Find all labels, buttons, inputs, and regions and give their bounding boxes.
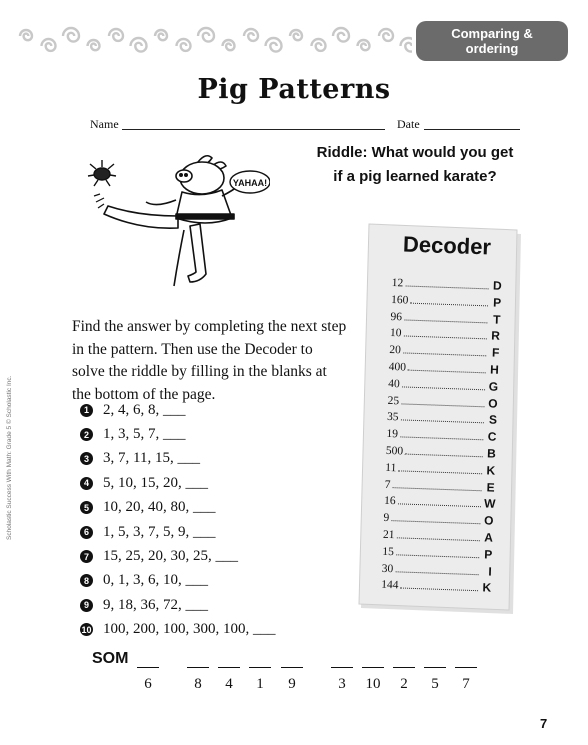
answer-blank[interactable] (362, 667, 384, 668)
problem-number-badge: 8 (80, 574, 93, 587)
swirl-icon (223, 40, 235, 50)
problem-sequence: 9, 18, 36, 72, ___ (103, 596, 208, 613)
karate-pig-illustration (80, 144, 270, 304)
swirl-icon (155, 30, 167, 40)
problem-sequence: 100, 200, 100, 300, 100, ___ (103, 621, 276, 638)
swirl-border-decoration (12, 18, 412, 64)
problem-item (80, 471, 340, 495)
decoder-number: 40 (387, 377, 400, 391)
dot-leader (400, 588, 478, 592)
answer-blank[interactable] (281, 667, 303, 668)
swirl-icon (358, 40, 370, 50)
answer-blank[interactable] (137, 667, 159, 668)
problem-number-badge: 5 (80, 501, 93, 514)
decoder-number: 12 (391, 276, 404, 290)
decoder-letter: W (483, 496, 496, 512)
problem-item (80, 447, 340, 471)
topic-tag-label: Comparing & ordering (451, 26, 533, 56)
swirl-icon (401, 38, 413, 52)
problem-item (80, 593, 340, 617)
page-number: 7 (540, 716, 548, 731)
decoder-letter: H (489, 362, 500, 377)
answer-code-number: 7 (462, 676, 470, 692)
answer-code-number: 2 (400, 676, 408, 692)
problem-list (80, 398, 340, 642)
problem-item (80, 520, 340, 544)
answer-code-number: 1 (256, 676, 264, 692)
decoder-number: 15 (382, 545, 395, 558)
swirl-icon (198, 28, 214, 42)
answer-code-number: 9 (288, 676, 296, 692)
decoder-number: 21 (382, 528, 395, 542)
copyright-credit: Scholastic Success With Math: Grade 5 © Scholastic Inc. (6, 375, 13, 540)
dot-leader (392, 487, 481, 491)
decoder-letter: I (488, 564, 492, 579)
answer-blank[interactable] (249, 667, 271, 668)
name-field[interactable] (122, 129, 385, 130)
swirl-icon (266, 38, 282, 52)
problem-number-badge: 7 (80, 550, 93, 563)
decoder-number: 11 (385, 461, 397, 475)
dot-leader (398, 470, 482, 474)
dot-leader (397, 504, 480, 508)
decoder-letter: F (491, 345, 500, 360)
answer-code-number: 6 (144, 676, 152, 692)
decoder-letter: T (492, 312, 501, 327)
date-field[interactable] (424, 129, 520, 130)
answer-code-number: 8 (194, 676, 202, 692)
flying-shoe-icon (88, 160, 116, 186)
answer-blank[interactable] (424, 667, 446, 668)
decoder-letter: E (486, 479, 495, 495)
swirl-icon (63, 28, 79, 42)
dot-leader (403, 336, 486, 340)
answer-code-number: 10 (365, 676, 381, 692)
topic-tag (416, 21, 568, 61)
problem-number-badge: 3 (80, 452, 93, 465)
decoder-letter: G (488, 379, 499, 394)
decoder-letter: K (486, 463, 496, 478)
problem-sequence: 5, 10, 15, 20, ___ (103, 474, 208, 491)
swirl-icon (88, 40, 100, 50)
dot-leader (403, 353, 486, 357)
dot-leader (400, 420, 483, 424)
problem-item (80, 569, 340, 593)
swirl-icon (290, 30, 302, 40)
decoder-letter: P (484, 547, 493, 562)
dot-leader (405, 285, 488, 289)
problem-item (80, 618, 340, 642)
swirl-icon (244, 29, 258, 41)
swirl-icon (312, 39, 326, 51)
decoder-number: 10 (389, 327, 402, 340)
decoder-number: 400 (388, 360, 407, 374)
problem-sequence: 0, 1, 3, 6, 10, ___ (103, 572, 208, 589)
answer-blank[interactable] (455, 667, 477, 668)
dot-leader (401, 403, 484, 407)
decoder-letter: B (486, 446, 497, 461)
decoder-number: 160 (390, 293, 409, 307)
decoder-letter: O (488, 396, 498, 411)
dot-leader (402, 386, 485, 390)
swirl-icon (42, 39, 56, 51)
problem-sequence: 2, 4, 6, 8, ___ (103, 401, 186, 418)
date-label: Date (397, 117, 420, 131)
decoder-letter: P (492, 295, 502, 310)
problem-sequence: 1, 5, 3, 7, 5, 9, ___ (103, 523, 216, 540)
dot-leader (396, 537, 479, 541)
answer-prefix: SOM (92, 650, 129, 667)
decoder-number: 19 (386, 428, 399, 441)
decoder-letter: A (483, 530, 494, 545)
dot-leader (405, 454, 483, 458)
decoder-number: 96 (390, 310, 403, 323)
decoder-letter: D (492, 278, 502, 293)
swirl-icon (177, 39, 191, 51)
speech-bubble-text: YAHAA! (232, 178, 268, 188)
problem-sequence: 1, 3, 5, 7, ___ (103, 426, 186, 443)
answer-code-number: 5 (431, 676, 439, 692)
decoder-number: 20 (389, 344, 402, 357)
problem-sequence: 3, 7, 11, 15, ___ (103, 450, 200, 467)
decoder-title: Decoder (402, 231, 492, 260)
problem-number-badge: 4 (80, 477, 93, 490)
decoder-letter: C (487, 429, 497, 444)
riddle-line-2: if a pig learned karate? (333, 168, 497, 185)
dot-leader (391, 520, 480, 524)
impact-star-icon (94, 194, 104, 208)
dot-leader (395, 571, 478, 575)
decoder-letter: R (491, 328, 501, 344)
answer-code-number: 3 (338, 676, 346, 692)
swirl-icon (20, 30, 32, 40)
problem-item (80, 544, 340, 568)
swirl-icon (333, 28, 349, 42)
decoder-letter: K (482, 580, 492, 595)
decoder-number: 7 (384, 478, 391, 491)
dot-leader (404, 319, 487, 323)
problem-number-badge: 6 (80, 526, 93, 539)
problem-number-badge: 2 (80, 428, 93, 441)
riddle-line-1: Riddle: What would you get (316, 144, 514, 161)
decoder-number: 25 (387, 394, 400, 407)
problem-item (80, 496, 340, 520)
riddle-text (290, 141, 540, 189)
page-title: Pig Patterns (197, 74, 391, 105)
decoder-number: 16 (383, 495, 396, 508)
dot-leader (400, 437, 483, 441)
swirl-icon (109, 29, 123, 41)
dot-leader (408, 370, 486, 374)
problem-item (80, 398, 340, 422)
decoder-letter: S (488, 412, 498, 428)
problem-number-badge: 1 (80, 404, 93, 417)
answer-blank[interactable] (331, 667, 353, 668)
decoder-number: 500 (385, 444, 404, 458)
decoder-number: 144 (380, 579, 399, 592)
decoder-letter: O (483, 513, 494, 528)
problem-sequence: 10, 20, 40, 80, ___ (103, 499, 216, 516)
answer-blank[interactable] (187, 667, 209, 668)
dot-leader (396, 554, 479, 558)
answer-blank[interactable] (218, 667, 240, 668)
decoder-number: 35 (386, 411, 399, 424)
swirl-icon (379, 29, 393, 41)
name-label: Name (90, 117, 119, 131)
decoder-number: 30 (381, 562, 394, 575)
problem-number-badge: 9 (80, 599, 93, 612)
decoder-list (381, 275, 502, 598)
speech-bubble (230, 171, 270, 193)
instructions-text: Find the answer by completing the next step in the pattern. Then use the Decoder to solve the riddle by filling in the blanks at the bottom of the page. (72, 318, 347, 403)
answer-blank[interactable] (393, 667, 415, 668)
dot-leader (410, 302, 488, 306)
answer-code-number: 4 (225, 676, 233, 692)
swirl-icon (131, 38, 147, 52)
problem-item (80, 422, 340, 446)
decoder-number: 9 (383, 512, 390, 525)
problem-sequence: 15, 25, 20, 30, 25, ___ (103, 548, 238, 565)
problem-number-badge: 10 (81, 624, 92, 635)
